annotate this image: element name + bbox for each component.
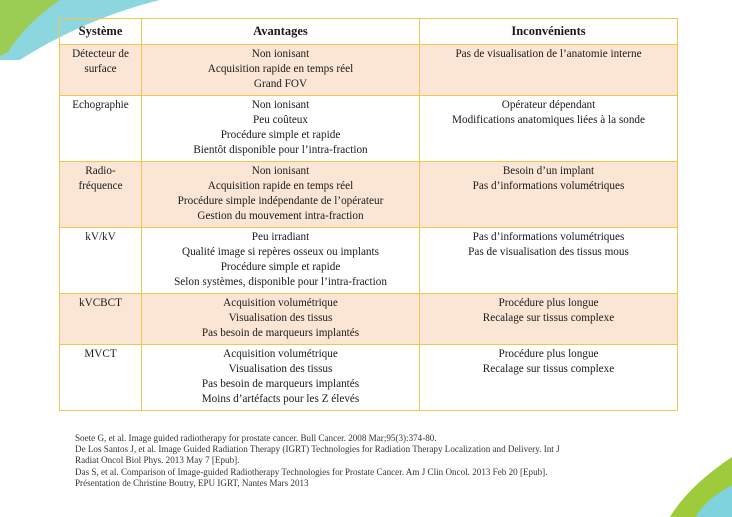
cell-line: Pas besoin de marqueurs implantés [201,327,360,339]
cell-line: Pas de visualisation de l’anatomie interne [455,48,642,60]
table-header-row [60,19,678,45]
cell-line: Procédure plus longue [498,297,599,309]
avantages-cell [142,228,420,294]
system-cell [60,45,142,96]
cell-line: Acquisition rapide en temps réel [207,63,354,75]
cell-line: MVCT [84,348,117,360]
cell-line: Moins d’artéfacts pour les Z élevés [201,393,360,405]
cell-line: Non ionisant [251,48,310,60]
cell-line: Détecteur de [72,48,129,60]
references [75,433,675,489]
system-cell [60,96,142,162]
header-systeme: Système [60,19,142,45]
cell-line: Non ionisant [251,165,310,177]
cell-line: kVCBCT [79,297,122,309]
cell-line: Peu irradiant [251,231,310,243]
cell-line: Modifications anatomiques liées à la sonde [452,114,645,126]
cell-line: Non ionisant [251,99,310,111]
system-cell [60,345,142,411]
cell-line: fréquence [78,180,123,192]
table-row [60,162,678,228]
table-row [60,294,678,345]
system-cell [60,162,142,228]
reference-line: Radiat Oncol Biol Phys. 2013 May 7 [Epub]. [75,455,240,466]
header-inconvenients: Inconvénients [420,19,678,45]
cell-line: Procédure simple et rapide [220,129,341,141]
cell-line: Procédure simple et rapide [220,261,341,273]
cell-line: Procédure simple indépendante de l’opérateur [177,195,384,207]
cell-line: Bientôt disponible pour l’intra-fraction [193,144,368,156]
inconvenients-cell [420,162,678,228]
cell-line: Qualité image si repères osseux ou implants [182,246,379,258]
cell-line: Peu coûteux [253,114,308,126]
avantages-cell [142,345,420,411]
table-row [60,228,678,294]
system-cell [60,228,142,294]
cell-line: Acquisition volumétrique [223,348,338,360]
cell-line: Selon systèmes, disponible pour l’intra-fraction [174,276,387,288]
cell-line: Acquisition volumétrique [223,297,338,309]
avantages-cell [142,294,420,345]
inconvenients-cell [420,345,678,411]
table-row [60,96,678,162]
reference-line: De Los Santos J, et al. Image Guided Radiation Therapy (IGRT) Technologies for Radiation Therapy Localization and Delivery. Int J [75,444,560,455]
avantages-cell [142,45,420,96]
table-body [60,45,678,411]
cell-line: kV/kV [85,231,116,243]
cell-line: Radio- [85,165,116,177]
inconvenients-cell [420,45,678,96]
cell-line: Recalage sur tissus complexe [482,312,615,324]
reference-line: Présentation de Christine Boutry, EPU IGRT, Nantes Mars 2013 [75,477,309,488]
inconvenients-cell [420,294,678,345]
reference-line: Soete G, et al. Image guided radiotherapy for prostate cancer. Bull Cancer. 2008 Mar;95(3):374-80. [75,433,437,443]
cell-line: Echographie [72,99,129,111]
table-row [60,345,678,411]
cell-line: Grand FOV [253,78,308,90]
cell-line: surface [84,63,117,75]
cell-line: Opérateur dépendant [501,99,596,111]
system-cell [60,294,142,345]
inconvenients-cell [420,96,678,162]
cell-line: Pas d’informations volumétriques [472,180,625,192]
cell-line: Procédure plus longue [498,348,599,360]
cell-line: Pas d’informations volumétriques [472,231,625,243]
comparison-table [59,18,678,411]
cell-line: Gestion du mouvement intra-fraction [197,210,364,222]
cell-line: Besoin d’un implant [502,165,595,177]
cell-line: Recalage sur tissus complexe [482,363,615,375]
inconvenients-cell [420,228,678,294]
avantages-cell [142,162,420,228]
cell-line: Visualisation des tissus [228,312,333,324]
cell-line: Visualisation des tissus [228,363,333,375]
cell-line: Pas de visualisation des tissus mous [468,246,629,258]
cell-line: Pas besoin de marqueurs implantés [201,378,360,390]
table-row [60,45,678,96]
cell-line: Acquisition rapide en temps réel [207,180,354,192]
header-avantages: Avantages [142,19,420,45]
reference-line: Das S, et al. Comparison of Image-guided Radiotherapy Technologies for Prostate Cancer. Am J Clin Oncol. 2013 Feb 20 [Epub]. [75,466,548,477]
avantages-cell [142,96,420,162]
